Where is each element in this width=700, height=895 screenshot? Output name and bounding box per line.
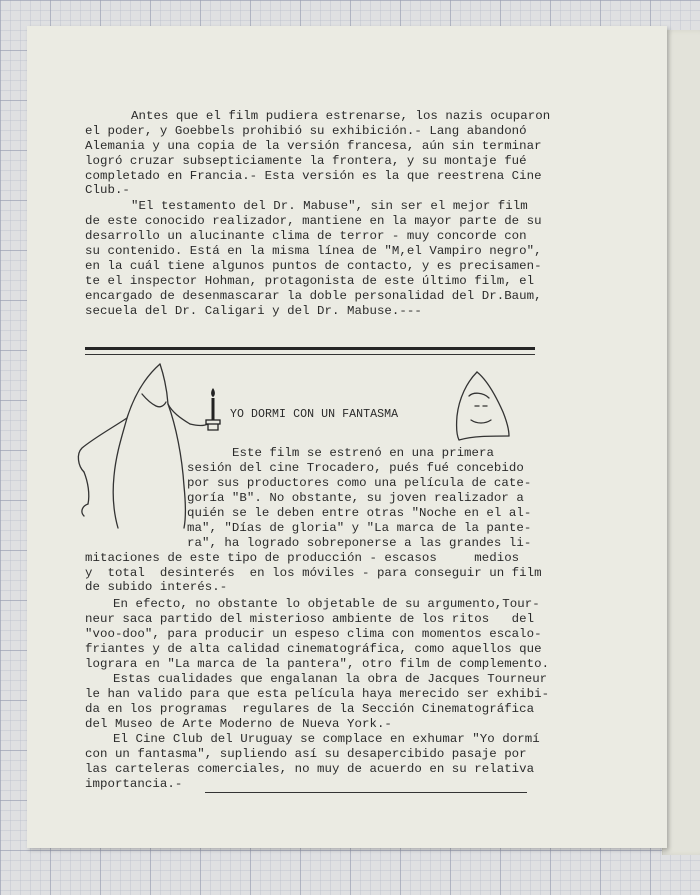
article-p1-line-4: logró cruzar subsepticiamente la frontera, y su montaje fué [85, 154, 527, 168]
article-p1-line-2: el poder, y Goebbels prohibió su exhibición.- Lang abandonó [85, 124, 527, 138]
article-p2-line-5: en la cuál tiene algunos puntos de contacto, y es precisamen- [85, 259, 542, 273]
review-p2-line-5: lograra en "La marca de la pantera", otro film de complemento. [85, 657, 550, 671]
review-p2-line-1: En efecto, no obstante lo objetable de su argumento,Tour- [113, 597, 540, 611]
article-p2-line-2: de este conocido realizador, mantiene en la mayor parte de su [85, 214, 542, 228]
article-p1-line-6: Club.- [85, 183, 130, 197]
review-p1-line-7: ra", ha logrado sobreponerse a las grandes li- [187, 536, 532, 550]
document-page [27, 26, 667, 848]
article-p2-line-1: "El testamento del Dr. Mabuse", sin ser el mejor film [131, 199, 528, 213]
ghost-head-illustration [447, 366, 517, 446]
article-p2-line-8: secuela del Dr. Caligari y del Dr. Mabuse.--- [85, 304, 422, 318]
review-p1-line-8: mitaciones de este tipo de producción - escasos medios [85, 551, 520, 565]
review-p1-line-9: y total desinterés en los móviles - para conseguir un film [85, 566, 542, 580]
article-p2-line-4: su contenido. Está en la misma línea de "M,el Vampiro negro", [85, 244, 542, 258]
review-p3-line-1: Estas cualidades que engalanan la obra de Jacques Tourneur [113, 672, 548, 686]
review-p1-line-4: goría "B". No obstante, su joven realizador a [187, 491, 524, 505]
review-p1-line-6: ma", "Días de gloria" y "La marca de la pante- [187, 521, 532, 535]
section-divider-thin [85, 354, 535, 355]
review-p2-line-3: "voo-doo", para producir un espeso clima con momentos escalo- [85, 627, 542, 641]
review-p1-line-1: Este film se estrenó en una primera [232, 446, 494, 460]
article-p2-line-6: te el inspector Hohman, protagonista de este último film, el [85, 274, 535, 288]
article-p2-line-7: encargado de desenmascarar la doble personalidad del Dr.Baum, [85, 289, 542, 303]
review-p4-line-3: las carteleras comerciales, no muy de acuerdo en su relativa [85, 762, 535, 776]
review-title: YO DORMI CON UN FANTASMA [230, 408, 399, 421]
review-p2-line-4: friantes y de alta calidad cinematográfica, como aquellos que [85, 642, 542, 656]
section-divider-thick [85, 347, 535, 350]
review-p1-line-2: sesión del cine Trocadero, pués fué concebido [187, 461, 524, 475]
review-p3-line-4: del Museo de Arte Moderno de Nueva York.- [85, 717, 392, 731]
review-p3-line-3: da en los programas regulares de la Sección Cinematográfica [85, 702, 535, 716]
review-p4-line-4: importancia.- [85, 777, 183, 791]
review-p4-line-1: El Cine Club del Uruguay se complace en exhumar "Yo dormí [113, 732, 540, 746]
review-p1-line-5: quién se le deben entre otras "Noche en el al- [187, 506, 532, 520]
review-p2-line-2: neur saca partido del misterioso ambiente de los ritos del [85, 612, 535, 626]
review-p3-line-2: le han valido para que esta película haya merecido ser exhibi- [85, 687, 550, 701]
closing-rule [205, 792, 527, 793]
review-p1-line-10: de subido interés.- [85, 580, 228, 594]
article-p2-line-3: desarrollo un alucinante clima de terror - muy concorde con [85, 229, 527, 243]
article-p1-line-1: Antes que el film pudiera estrenarse, los nazis ocuparon [131, 109, 551, 123]
underlying-page-edge [662, 30, 700, 855]
article-p1-line-5: completado en Francia.- Esta versión es la que reestrena Cine [85, 169, 542, 183]
article-p1-line-3: Alemania y una copia de la versión francesa, aún sin terminar [85, 139, 542, 153]
review-p4-line-2: con un fantasma", supliendo así su desapercibido pasaje por [85, 747, 527, 761]
review-p1-line-3: por sus productores como una película de cate- [187, 476, 532, 490]
